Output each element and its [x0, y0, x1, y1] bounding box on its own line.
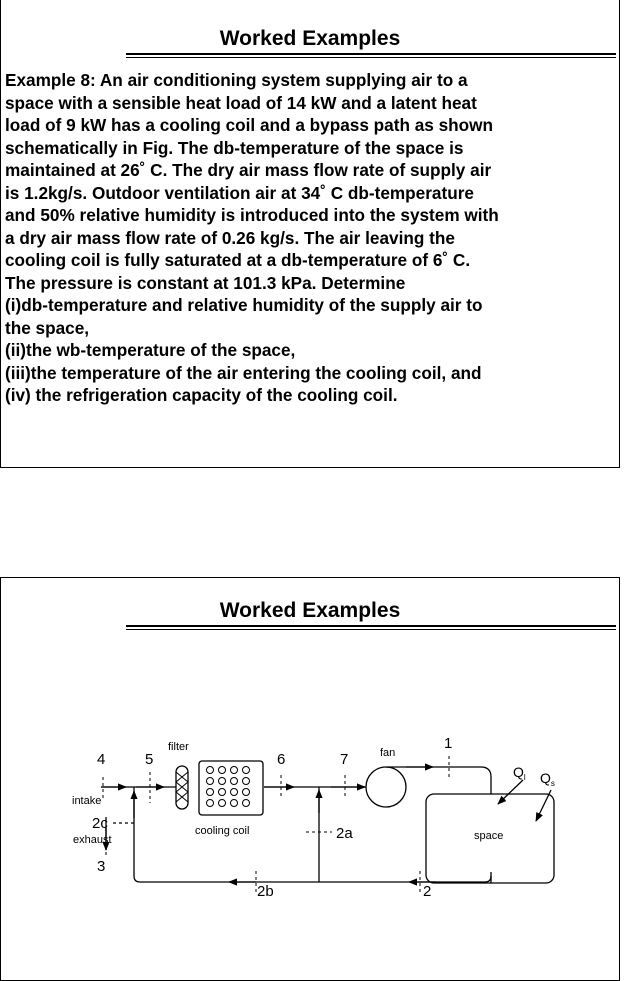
- example-8-problem-text: [5, 69, 617, 407]
- problem-line: The pressure is constant at 101.3 kPa. Determine: [5, 272, 406, 293]
- label-cooling-coil: cooling coil: [195, 825, 250, 837]
- problem-line: space with a sensible heat load of 14 kW and a latent heat: [5, 92, 477, 113]
- label-state-6: 6: [277, 751, 286, 768]
- slide-1: [0, 0, 620, 468]
- label-filter: filter: [168, 741, 189, 753]
- problem-line: cooling coil is fully saturated at a db-temperature of 6˚ C.: [5, 250, 471, 270]
- filter-element: [176, 766, 188, 809]
- label-sensible-heat: $Q_s$: [540, 770, 555, 788]
- problem-line: load of 9 kW has a cooling coil and a bypass path as shown: [5, 115, 494, 135]
- problem-line: (iii)the temperature of the air entering the cooling coil, and: [5, 362, 482, 383]
- label-state-7: 7: [340, 751, 349, 768]
- fan-discharge-duct: [386, 767, 491, 794]
- problem-line: Example 8: An air conditioning system supplying air to a: [5, 70, 468, 90]
- sensible-load-arrow: [536, 790, 551, 821]
- label-state-5: 5: [145, 751, 154, 768]
- air-conditioning-schematic: [1, 578, 619, 978]
- cooling-coil-element: [199, 761, 263, 815]
- problem-line: maintained at 26˚ C. The dry air mass flow rate of supply air: [5, 160, 492, 180]
- label-state-2: 2: [423, 883, 432, 900]
- label-space: space: [474, 830, 504, 842]
- label-intake: intake: [72, 795, 102, 807]
- label-exhaust: exhaust: [73, 834, 112, 846]
- label-state-2b: 2b: [257, 883, 274, 900]
- label-state-2c: 2c: [92, 815, 108, 832]
- problem-line: is 1.2kg/s. Outdoor ventilation air at 34˚ C db-temperature: [5, 182, 474, 203]
- slide-2-title: Worked Examples: [219, 599, 401, 622]
- label-state-4: 4: [97, 751, 106, 768]
- label-state-3: 3: [97, 858, 106, 875]
- problem-line: the space,: [5, 317, 90, 338]
- problem-line: (iv) the refrigeration capacity of the cooling coil.: [5, 385, 398, 405]
- fan-element: [366, 767, 406, 807]
- label-fan: fan: [380, 747, 396, 759]
- slide-2: [0, 577, 620, 981]
- label-latent-heat: $Q_l$: [513, 764, 526, 782]
- problem-line: and 50% relative humidity is introduced into the system with: [5, 205, 499, 225]
- slide-1-title: Worked Examples: [219, 27, 401, 50]
- problem-line: (i)db-temperature and relative humidity of the supply air to: [5, 295, 483, 315]
- problem-line: (ii)the wb-temperature of the space,: [5, 340, 296, 360]
- slide-1-title-underline: [126, 53, 616, 58]
- label-state-2a: 2a: [336, 825, 353, 842]
- problem-line: schematically in Fig. The db-temperature of the space is: [5, 137, 464, 158]
- latent-load-arrow: [498, 780, 523, 804]
- problem-line: a dry air mass flow rate of 0.26 kg/s. The air leaving the: [5, 227, 455, 248]
- label-state-1: 1: [444, 735, 453, 752]
